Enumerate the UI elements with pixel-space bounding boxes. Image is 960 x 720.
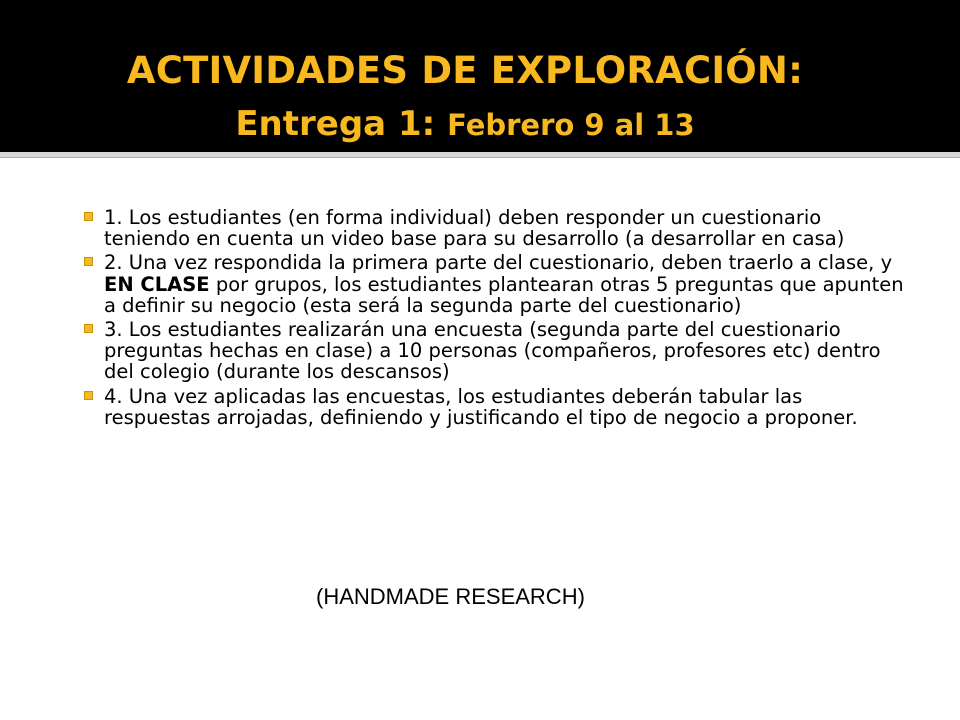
- list-item: [84, 386, 904, 428]
- list-item: [84, 207, 904, 249]
- square-bullet-icon: [84, 212, 93, 221]
- list-item: [84, 319, 904, 383]
- square-bullet-icon: [84, 391, 93, 400]
- bullet-text-emphasis: EN CLASE: [104, 272, 210, 296]
- activity-list: [84, 207, 904, 431]
- bullet-text-before: 2. Una vez respondida la primera parte del cuestionario, deben traerlo a clase, y: [104, 251, 893, 275]
- bullet-text-after: por grupos, los estudiantes plantearan otras 5 preguntas que apunten a definir su negocio (esta será la segunda parte del cuestionario): [104, 272, 904, 317]
- footer-note: (HANDMADE RESEARCH): [316, 584, 585, 609]
- square-bullet-icon: [84, 324, 93, 333]
- subtitle-dates: Febrero 9 al 13: [447, 108, 695, 142]
- list-item: [84, 252, 904, 316]
- subtitle-prefix: Entrega 1:: [235, 104, 436, 144]
- bullet-text: 4. Una vez aplicadas las encuestas, los estudiantes deberán tabular las respuestas arrojadas, definiendo y justificando el tipo de negocio a proponer.: [104, 384, 858, 429]
- bullet-text: 3. Los estudiantes realizarán una encuesta (segunda parte del cuestionario preguntas hechas en clase) a 10 personas (compañeros, profesores etc) dentro del colegio (durante los descansos): [104, 318, 881, 384]
- slide-title: ACTIVIDADES DE EXPLORACIÓN:: [126, 49, 804, 92]
- square-bullet-icon: [84, 257, 93, 266]
- title-divider: [0, 152, 960, 158]
- bullet-text: 1. Los estudiantes (en forma individual) deben responder un cuestionario teniendo en cuenta un video base para su desarrollo (a desarrollar en casa): [104, 206, 845, 251]
- slide-subtitle: [0, 104, 930, 144]
- title-bar: [0, 0, 960, 152]
